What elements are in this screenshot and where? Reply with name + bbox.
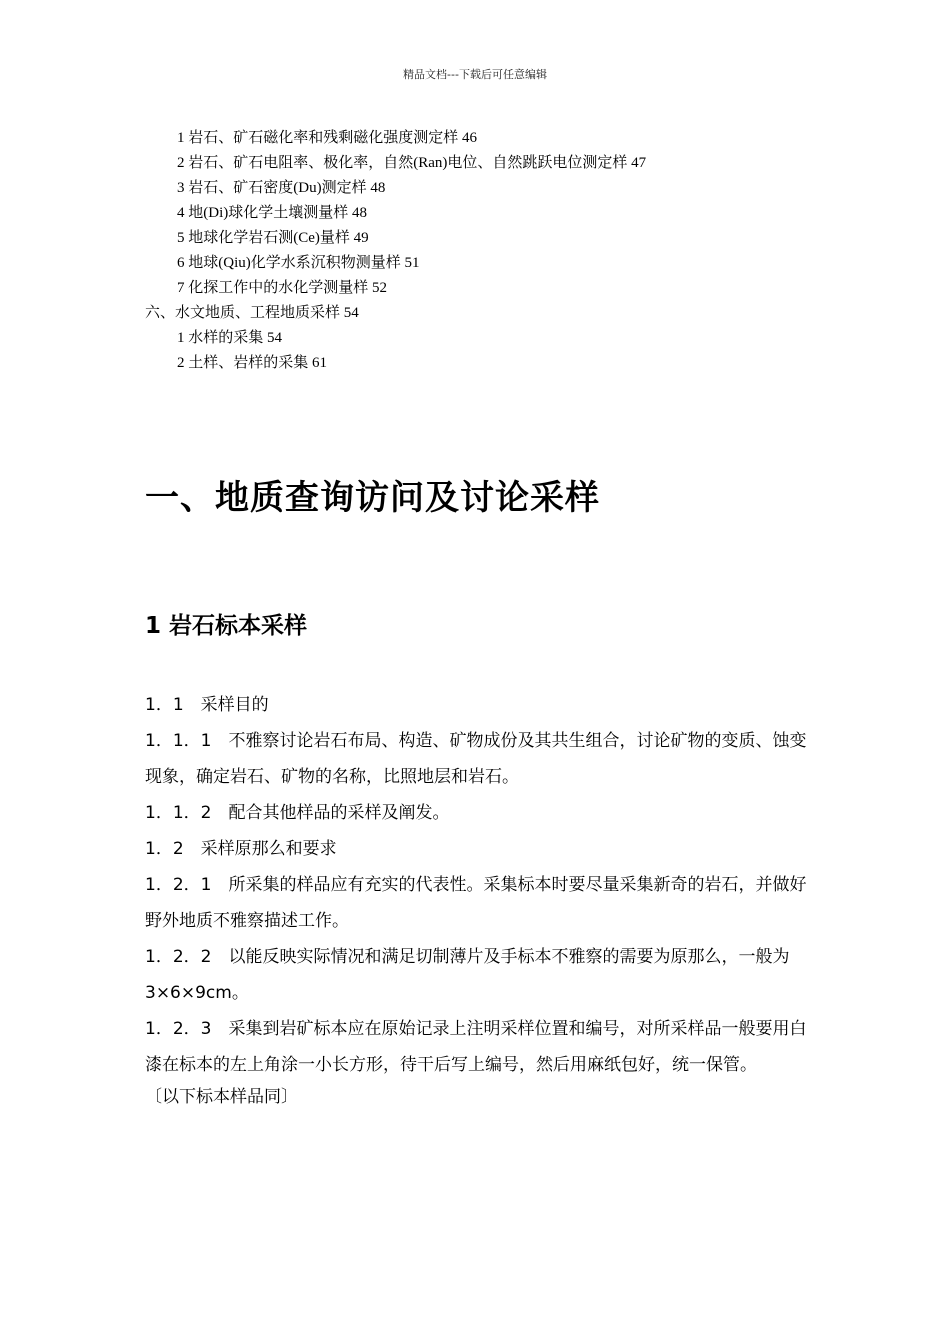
subsection-heading: 1 岩石标本采样 — [145, 613, 308, 639]
toc-entry: 2 土样、岩样的采集 61 — [177, 355, 328, 371]
toc-entry: 1 岩石、矿石磁化率和残剩磁化强度测定样 46 — [177, 130, 478, 146]
toc-entry: 2 岩石、矿石电阻率、极化率，自然(Ran)电位、自然跳跃电位测定样 47 — [177, 155, 647, 171]
toc-entry: 6 地球(Qiu)化学水系沉积物测量样 51 — [177, 255, 420, 271]
paragraph: 1．1 采样目的 — [145, 695, 269, 715]
paragraph: 1．2．3 采集到岩矿标本应在原始记录上注明采样位置和编号，对所采样品一般要用白漆在标本的左上角涂一小长方形，待干后写上编号，然后用麻纸包好，统一保管。 — [145, 1019, 807, 1075]
toc-entry: 5 地球化学岩石测(Ce)量样 49 — [177, 230, 369, 246]
page-header: 精品文档---下载后可任意编辑 — [403, 68, 547, 81]
paragraph: 1．2 采样原那么和要求 — [145, 839, 337, 859]
body-text — [145, 687, 810, 1111]
note: 〔以下标本样品同〕 — [145, 1087, 298, 1107]
paragraph: 1．2．2 以能反映实际情况和满足切制薄片及手标本不雅察的需要为原那么，一般为3×6×9cm。 — [145, 947, 790, 1003]
paragraph: 1．1．2 配合其他样品的采样及阐发。 — [145, 803, 450, 823]
toc-entry: 六、水文地质、工程地质采样 54 — [145, 305, 359, 321]
section-heading: 一、地质查询访问及讨论采样 — [145, 478, 600, 518]
toc-entry: 7 化探工作中的水化学测量样 52 — [177, 280, 388, 296]
paragraph: 1．2．1 所采集的样品应有充实的代表性。采集标本时要尽量采集新奇的岩石，并做好野外地质不雅察描述工作。 — [145, 875, 807, 931]
paragraph: 1．1．1 不雅察讨论岩石布局、构造、矿物成份及其共生组合，讨论矿物的变质、蚀变现象，确定岩石、矿物的名称，比照地层和岩石。 — [145, 731, 807, 787]
toc-entry: 1 水样的采集 54 — [177, 330, 283, 346]
toc-entry: 4 地(Di)球化学土壤测量样 48 — [177, 205, 367, 221]
table-of-contents — [145, 126, 845, 376]
toc-entry: 3 岩石、矿石密度(Du)测定样 48 — [177, 180, 386, 196]
